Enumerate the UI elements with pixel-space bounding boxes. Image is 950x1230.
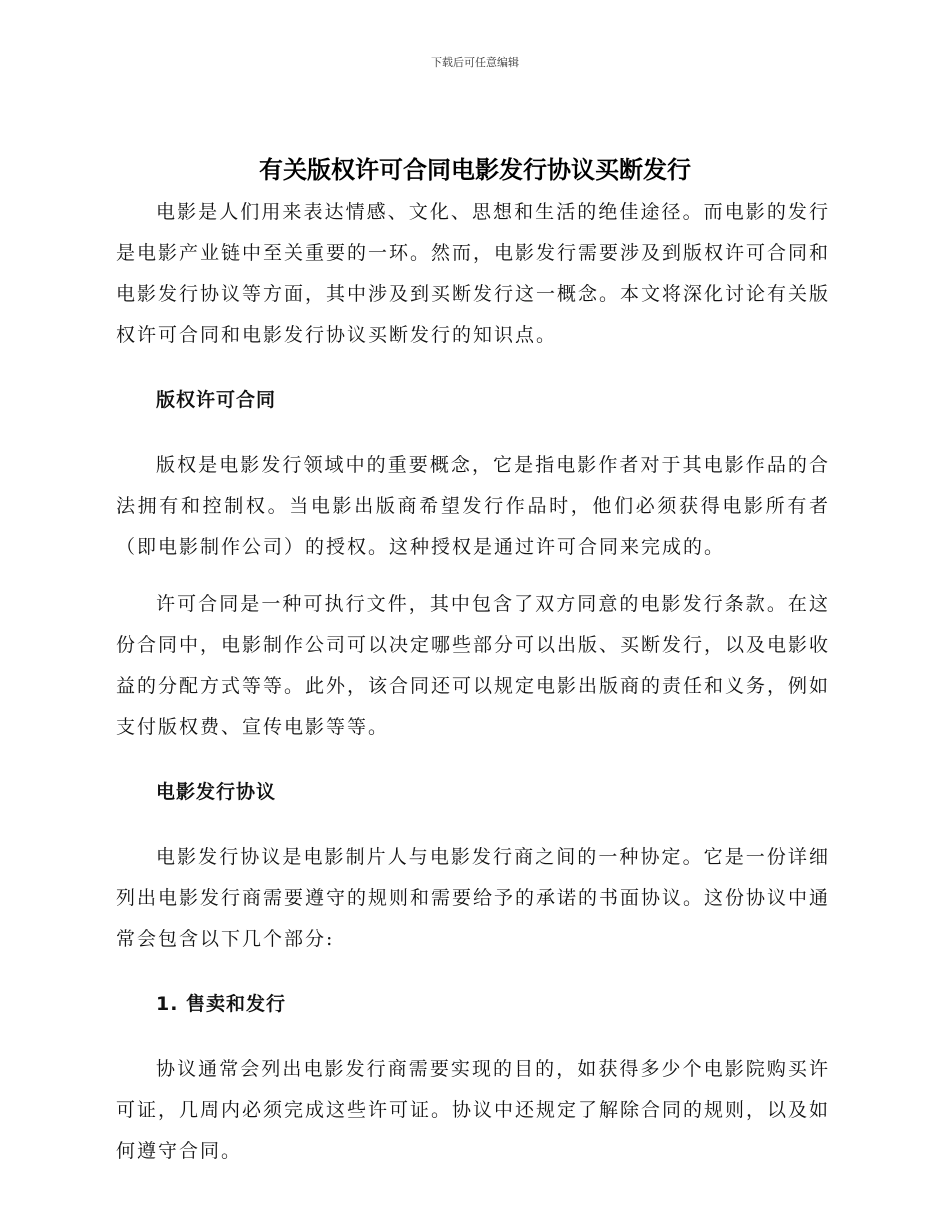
section-heading-copyright-license: 版权许可合同 [156, 389, 277, 411]
paragraph-distribution-agreement: 电影发行协议是电影制片人与电影发行商之间的一种协定。它是一份详细列出电影发行商需要遵守的规则和需要给予的承诺的书面协议。这份协议中通常会包含以下几个部分: [116, 846, 831, 950]
section-heading-distribution-agreement: 电影发行协议 [156, 781, 277, 803]
document-body [116, 192, 830, 1172]
document-title: 有关版权许可合同电影发行协议买断发行 [259, 156, 691, 184]
paragraph-sales-distribution: 协议通常会列出电影发行商需要实现的目的，如获得多少个电影院购买许可证，几周内必须完成这些许可证。协议中还规定了解除合同的规则，以及如何遵守合同。 [116, 1058, 831, 1162]
page-header: 下载后可任意编辑 [431, 56, 519, 69]
section-heading-sales-distribution: 1. 售卖和发行 [156, 993, 287, 1015]
intro-paragraph: 电影是人们用来表达情感、文化、思想和生活的绝佳途径。而电影的发行是电影产业链中至关重要的一环。然而，电影发行需要涉及到版权许可合同和电影发行协议等方面，其中涉及到买断发行这一概念。本文将深化讨论有关版权许可合同和电影发行协议买断发行的知识点。 [116, 201, 831, 346]
paragraph-copyright-definition: 版权是电影发行领域中的重要概念，它是指电影作者对于其电影作品的合法拥有和控制权。当电影出版商希望发行作品时，他们必须获得电影所有者（即电影制作公司）的授权。这种授权是通过许可合同来完成的。 [116, 454, 830, 558]
paragraph-license-contract: 许可合同是一种可执行文件，其中包含了双方同意的电影发行条款。在这份合同中，电影制作公司可以决定哪些部分可以出版、买断发行，以及电影收益的分配方式等等。此外，该合同还可以规定电影出版商的责任和义务，例如支付版权费、宣传电影等等。 [116, 593, 831, 738]
